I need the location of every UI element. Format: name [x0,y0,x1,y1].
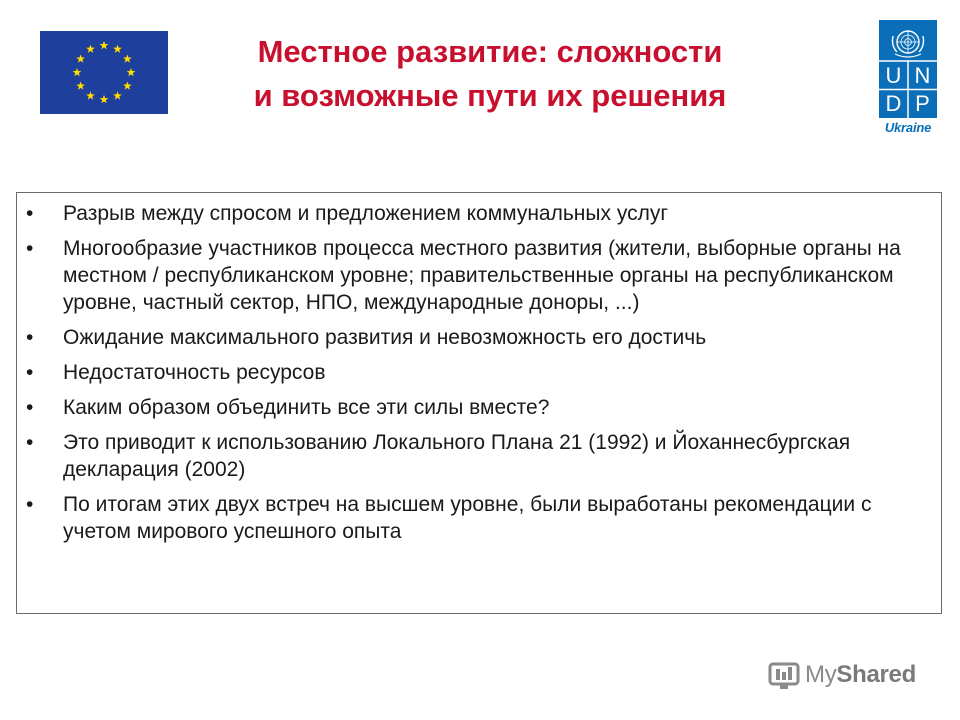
eu-flag-logo [40,31,168,114]
undp-emblem-icon [879,20,937,118]
content-box [16,192,942,614]
bullet-item: • Разрыв между спросом и предложением коммунальных услуг [17,200,921,227]
title-line-2: и возможные пути их решения [253,78,727,113]
bullet-item: • Недостаточность ресурсов [17,359,921,386]
undp-letter-u: U [885,63,902,88]
myshared-logo-icon [767,658,801,692]
undp-letter-n: N [914,63,931,88]
undp-logo [879,20,937,135]
bullet-list [17,193,941,545]
bullet-item: • Это приводит к использованию Локального Плана 21 (1992) и Йоханнесбургская декларация (2002) [17,429,921,483]
watermark-text-my: My [805,661,837,688]
eu-flag-icon [40,31,168,114]
undp-caption: Ukraine [884,120,932,135]
bullet-item: • Каким образом объединить все эти силы вместе? [17,394,921,421]
watermark-text-shared: Shared [836,661,916,688]
title-line-1: Местное развитие: сложности [257,34,723,69]
undp-letter-d: D [885,91,902,116]
myshared-watermark[interactable] [767,657,916,693]
undp-letter-p: P [915,91,930,116]
watermark-text [805,661,916,689]
bullet-item: • Многообразие участников процесса местного развития (жители, выборные органы на местном / республиканском уровне; правительственные органы на республиканском уровне, частный сектор, НПО, международные доноры, ...) [17,235,921,316]
bullet-item: • Ожидание максимального развития и невозможность его достичь [17,324,921,351]
bullet-item: • По итогам этих двух встреч на высшем уровне, были выработаны рекомендации с учетом мирового успешного опыта [17,491,921,545]
page-title [195,30,785,118]
